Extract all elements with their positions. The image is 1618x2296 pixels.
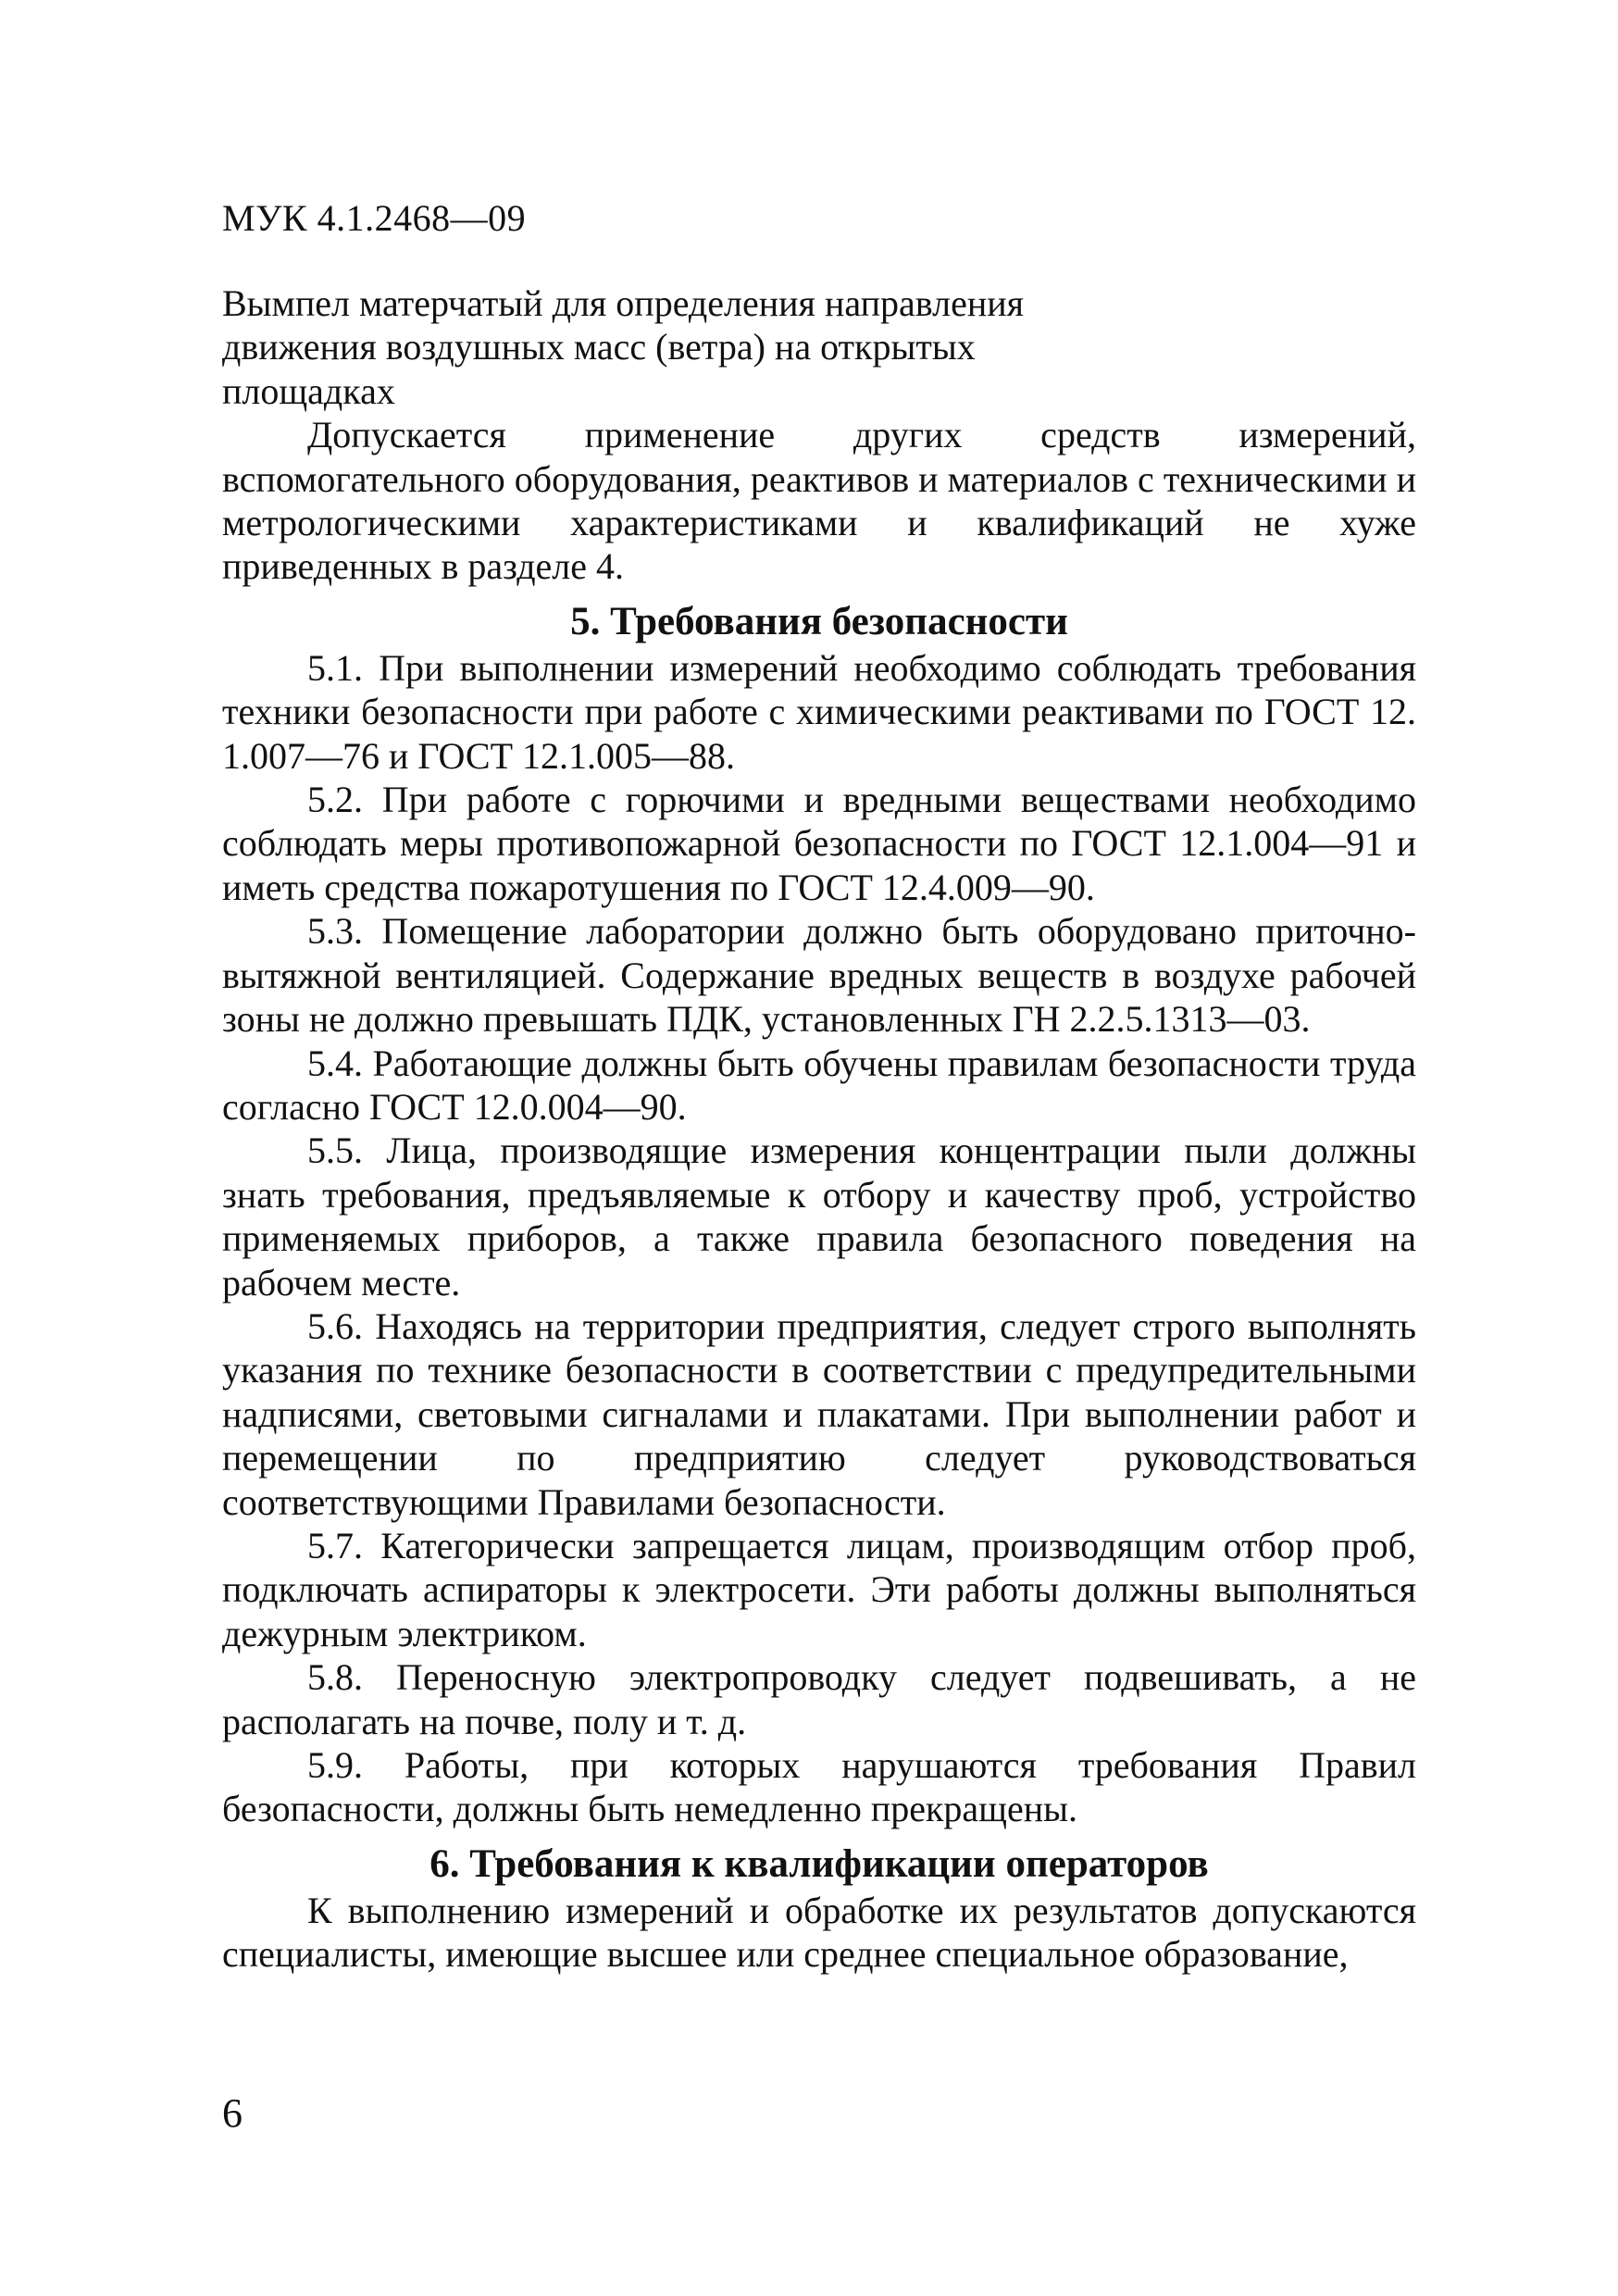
equipment-note: Допускается применение других средств измерений, вспомогательного оборудования, реактивов и материалов с техническими и метрологическими характеристиками и квалификаций не хуже приведенных в разделе 4. (222, 414, 1416, 588)
section-5-item-5: 5.5. Лица, производящие измерения концентрации пыли должны знать требования, предъявляемые к отбору и качеству проб, устройство применяемых приборов, а также правила безопасного поведения на рабочем месте. (222, 1129, 1416, 1304)
equipment-item: Вымпел матерчатый для определения направления движения воздушных масс (ветра) на открытых площадках (222, 282, 1025, 412)
document-code: МУК 4.1.2468—09 (222, 197, 527, 239)
section-5-item-8: 5.8. Переносную электропроводку следует подвешивать, а не располагать на почве, полу и т. д. (222, 1656, 1416, 1742)
section-5-item-6: 5.6. Находясь на территории предприятия, следует строго выполнять указания по технике безопасности в соответствии с предупредительными надписями, световыми сигналами и плакатами. При выполнении работ и перемещении по предприятию следует руководствоваться соответствующими Правилами безопасности. (222, 1304, 1416, 1523)
section-5-item-9: 5.9. Работы, при которых нарушаются требования Правил безопасности, должны быть немедленно прекращены. (222, 1744, 1416, 1830)
section-5-item-2: 5.2. При работе с горючими и вредными веществами необходимо соблюдать меры противопожарной безопасности по ГОСТ 12.1.004—91 и иметь средства пожаротушения по ГОСТ 12.4.009—90. (222, 779, 1416, 908)
page-body (222, 281, 1416, 1977)
section-6-intro: К выполнению измерений и обработке их результатов допускаются специалисты, имеющие высшее или среднее специальное образование, (222, 1889, 1416, 1976)
section-5-item-4: 5.4. Работающие должны быть обучены правилам безопасности труда согласно ГОСТ 12.0.004—90. (222, 1042, 1416, 1128)
section-5-item-7: 5.7. Категорически запрещается лицам, производящим отбор проб, подключать аспираторы к электросети. Эти работы должны выполняться дежурным электриком. (222, 1524, 1416, 1654)
section-5-item-3: 5.3. Помещение лаборатории должно быть оборудовано приточно-вытяжной вентиляцией. Содержание вредных веществ в воздухе рабочей зоны не должно превышать ПДК, установленных ГН 2.2.5.1313—03. (222, 910, 1416, 1041)
section-5-item-1: 5.1. При выполнении измерений необходимо соблюдать требования техники безопасности при работе с химическими реактивами по ГОСТ 12. 1.007—76 и ГОСТ 12.1.005—88. (222, 646, 1416, 777)
section-6-title: 6. Требования к квалификации операторов (429, 1841, 1209, 1886)
page-number: 6 (222, 2090, 243, 2136)
section-5-title: 5. Требования безопасности (570, 599, 1068, 643)
